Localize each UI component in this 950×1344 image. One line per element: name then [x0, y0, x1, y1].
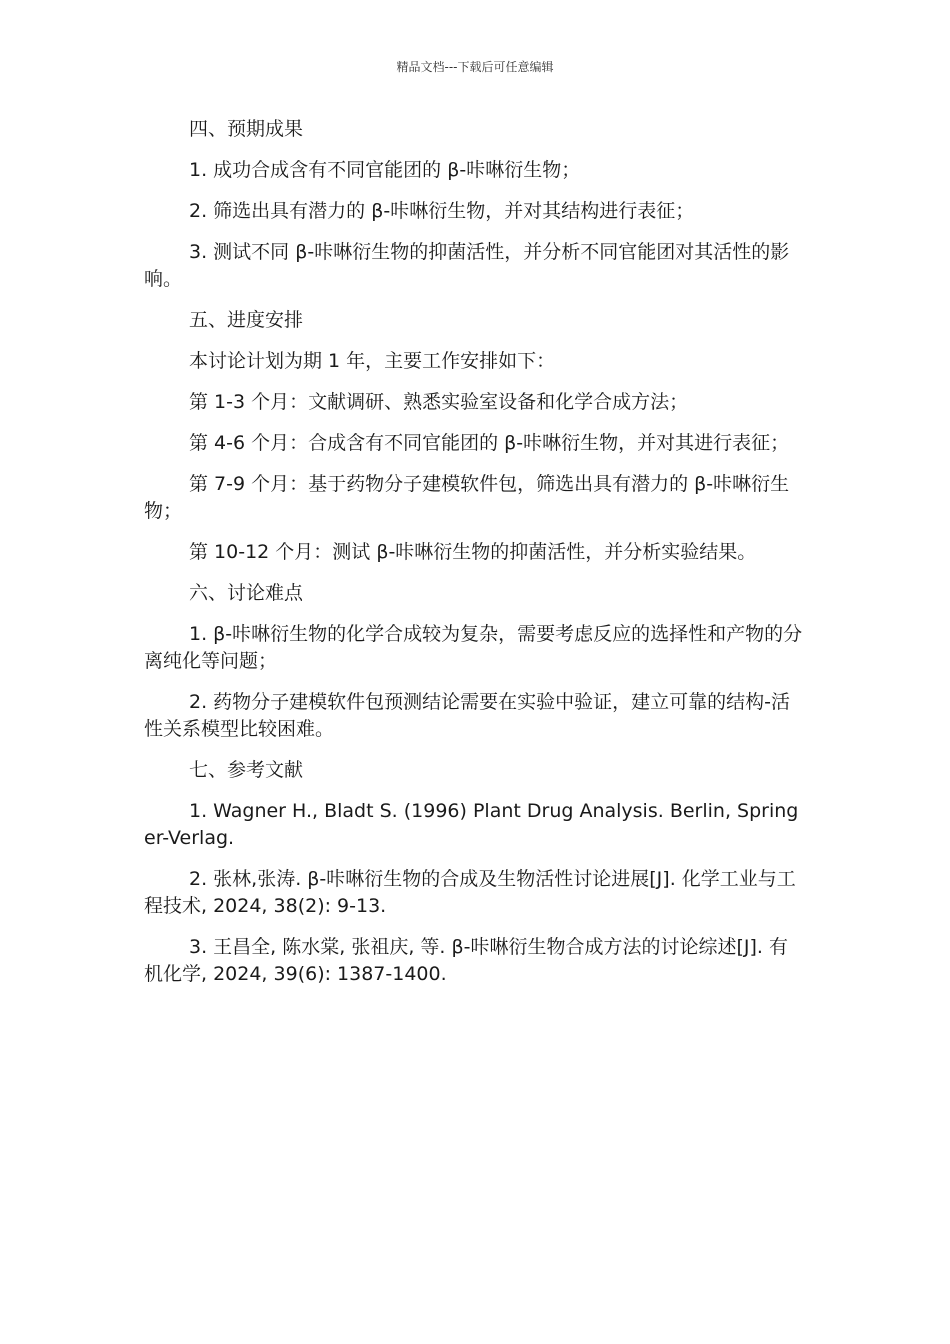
expected-result-item: 3. 测试不同 β-咔啉衍生物的抑菌活性，并分析不同官能团对其活性的影响。	[144, 241, 790, 290]
expected-result-item: 2. 筛选出具有潜力的 β-咔啉衍生物，并对其结构进行表征；	[189, 200, 695, 222]
schedule-item: 第 1-3 个月：文献调研、熟悉实验室设备和化学合成方法；	[189, 391, 689, 413]
schedule-item: 第 10-12 个月：测试 β-咔啉衍生物的抑菌活性，并分析实验结果。	[189, 541, 757, 563]
section-heading-schedule: 五、进度安排	[189, 309, 304, 331]
reference-item: 3. 王昌全, 陈水棠, 张祖庆, 等. β-咔啉衍生物合成方法的讨论综述[J]. 有机化学, 2024, 39(6): 1387-1400.	[144, 936, 788, 985]
expected-result-item: 1. 成功合成含有不同官能团的 β-咔啉衍生物；	[189, 159, 581, 181]
page-header: 精品文档---下载后可任意编辑	[396, 60, 554, 74]
section-heading-difficulties: 六、讨论难点	[189, 582, 304, 604]
difficulty-item: 1. β-咔啉衍生物的化学合成较为复杂，需要考虑反应的选择性和产物的分离纯化等问题；	[144, 623, 803, 672]
section-heading-expected-results: 四、预期成果	[189, 118, 304, 140]
reference-item: 2. 张林,张涛. β-咔啉衍生物的合成及生物活性讨论进展[J]. 化学工业与工程技术, 2024, 38(2): 9-13.	[144, 868, 796, 917]
reference-item: 1. Wagner H., Bladt S. (1996) Plant Drug Analysis. Berlin, Springer-Verlag.	[144, 800, 799, 849]
section-heading-references: 七、参考文献	[189, 759, 304, 781]
document-body	[144, 116, 806, 1002]
difficulty-item: 2. 药物分子建模软件包预测结论需要在实验中验证，建立可靠的结构-活性关系模型比较困难。	[144, 691, 791, 740]
schedule-item: 第 7-9 个月：基于药物分子建模软件包，筛选出具有潜力的 β-咔啉衍生物；	[144, 473, 790, 522]
schedule-item: 第 4-6 个月：合成含有不同官能团的 β-咔啉衍生物，并对其进行表征；	[189, 432, 790, 454]
schedule-intro: 本讨论计划为期 1 年，主要工作安排如下：	[189, 350, 556, 372]
